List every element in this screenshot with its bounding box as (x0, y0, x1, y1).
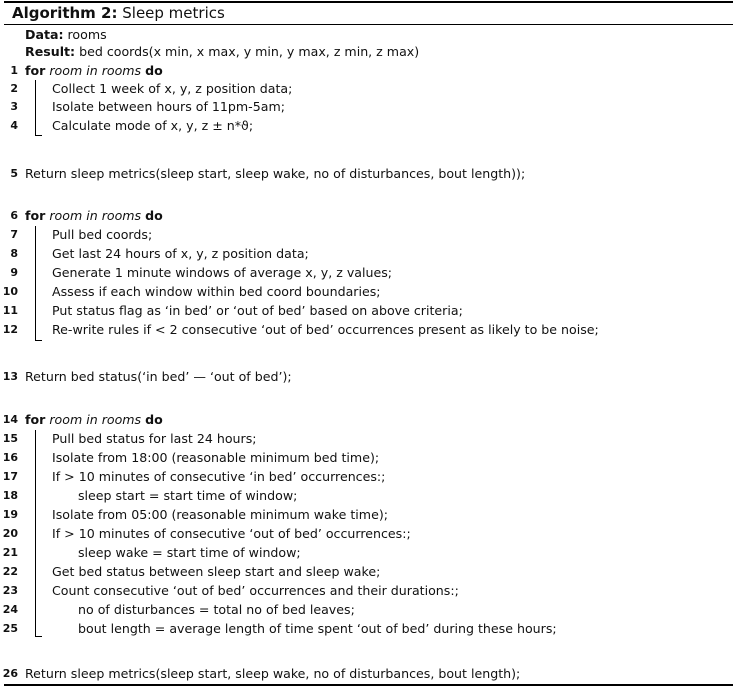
block-bracket-end-3 (35, 636, 42, 637)
line-text (25, 165, 525, 183)
loop-variable: room in rooms (49, 208, 142, 223)
line-text (52, 80, 292, 98)
algorithm-line-5 (0, 165, 735, 183)
algorithm-line-1 (0, 62, 735, 80)
line-number: 8 (10, 247, 18, 260)
line-text (52, 302, 463, 320)
algorithm-line-15 (0, 430, 735, 448)
statement-text: Pull bed status for last 24 hours; (52, 431, 257, 446)
statement-text: Collect 1 week of x, y, z position data; (52, 81, 293, 96)
line-text (52, 449, 379, 467)
algorithm-line-14 (0, 411, 735, 429)
line-number: 4 (10, 119, 18, 132)
line-number: 13 (2, 370, 18, 383)
statement-text: bout length = average length of time spent ‘out of bed’ during these hours; (78, 621, 557, 636)
statement-text: Put status flag as ‘in bed’ or ‘out of bed’ based on above criteria; (52, 303, 463, 318)
line-text (78, 487, 297, 505)
line-number: 2 (10, 82, 18, 95)
algorithm-line-18 (0, 487, 735, 505)
line-number: 14 (2, 413, 18, 426)
line-number: 10 (2, 285, 18, 298)
line-number: 24 (2, 603, 18, 616)
statement-text: Generate 1 minute windows of average x, y, z values; (52, 265, 393, 280)
line-text (52, 117, 253, 135)
line-number: 18 (2, 489, 18, 502)
statement-text: Isolate from 18:00 (reasonable minimum bed time); (52, 450, 380, 465)
line-number: 6 (10, 209, 18, 222)
data-value: rooms (67, 27, 107, 42)
algorithm-line-9 (0, 264, 735, 282)
line-number: 9 (10, 266, 18, 279)
statement-text: Return bed status(‘in bed’ — ‘out of bed’); (25, 369, 292, 384)
algorithm-line-25 (0, 620, 735, 638)
block-bracket-2 (35, 226, 36, 340)
block-bracket-end-1 (35, 135, 42, 136)
line-text (52, 264, 392, 282)
algorithm-line-11 (0, 302, 735, 320)
statement-text: sleep wake = start time of window; (78, 545, 301, 560)
statement-text: Re-write rules if < 2 consecutive ‘out of bed’ occurrences present as likely to be noise; (52, 322, 599, 337)
line-text (52, 283, 381, 301)
statement-text: Return sleep metrics(sleep start, sleep wake, no of disturbances, bout length); (25, 666, 521, 681)
algorithm-line-19 (0, 506, 735, 524)
statement-text: Isolate between hours of 11pm-5am; (52, 99, 285, 114)
statement-text: sleep start = start time of window; (78, 488, 298, 503)
data-line (25, 26, 107, 44)
result-value: bed coords(x min, x max, y min, y max, z min, z max) (79, 44, 420, 59)
statement-text: no of disturbances = total no of bed leaves; (78, 602, 355, 617)
keyword: do (145, 63, 163, 78)
line-text (52, 321, 599, 339)
statement-text: Calculate mode of x, y, z ± n*ϑ; (52, 118, 254, 133)
algorithm-line-3 (0, 98, 735, 116)
statement-text: If > 10 minutes of consecutive ‘out of bed’ occurrences:; (52, 526, 411, 541)
keyword: do (145, 208, 163, 223)
result-label: Result: (25, 44, 76, 59)
statement-text: Return sleep metrics(sleep start, sleep wake, no of disturbances, bout length)); (25, 166, 526, 181)
algorithm-caption (12, 3, 225, 23)
line-number: 5 (10, 167, 18, 180)
line-number: 21 (2, 546, 18, 559)
algorithm-label: Algorithm 2: (12, 4, 118, 22)
algorithm-line-16 (0, 449, 735, 467)
result-line (25, 43, 419, 61)
line-text (78, 601, 355, 619)
algorithm-line-10 (0, 283, 735, 301)
keyword: do (145, 412, 163, 427)
line-text (52, 468, 385, 486)
statement-text: Count consecutive ‘out of bed’ occurrences and their durations:; (52, 583, 459, 598)
line-number: 25 (2, 622, 18, 635)
algorithm-line-4 (0, 117, 735, 135)
line-number: 17 (2, 470, 18, 483)
algorithm-line-6 (0, 207, 735, 225)
algorithm-line-21 (0, 544, 735, 562)
algorithm-line-8 (0, 245, 735, 263)
line-text (78, 620, 557, 638)
line-number: 23 (2, 584, 18, 597)
algorithm-line-13 (0, 368, 735, 386)
caption-rule (4, 24, 733, 25)
line-text (52, 430, 257, 448)
line-number: 1 (10, 64, 18, 77)
statement-text: If > 10 minutes of consecutive ‘in bed’ occurrences:; (52, 469, 386, 484)
line-number: 19 (2, 508, 18, 521)
data-label: Data: (25, 27, 64, 42)
algorithm-line-12 (0, 321, 735, 339)
line-text (25, 665, 520, 683)
line-number: 3 (10, 100, 18, 113)
line-text (52, 582, 459, 600)
statement-text: Pull bed coords; (52, 227, 153, 242)
loop-variable: room in rooms (49, 63, 142, 78)
line-number: 20 (2, 527, 18, 540)
line-text (25, 207, 163, 225)
block-bracket-end-2 (35, 340, 42, 341)
line-number: 7 (10, 228, 18, 241)
line-text (52, 226, 152, 244)
line-text (52, 506, 388, 524)
line-text (78, 544, 301, 562)
line-number: 15 (2, 432, 18, 445)
algorithm-line-24 (0, 601, 735, 619)
line-text (52, 245, 309, 263)
algorithm-line-7 (0, 226, 735, 244)
line-number: 26 (2, 667, 18, 680)
line-text (52, 98, 285, 116)
block-bracket-1 (35, 80, 36, 135)
loop-variable: room in rooms (49, 412, 142, 427)
line-number: 12 (2, 323, 18, 336)
line-number: 16 (2, 451, 18, 464)
algorithm-line-17 (0, 468, 735, 486)
line-text (52, 525, 411, 543)
line-text (25, 368, 292, 386)
algorithm-title: Sleep metrics (122, 4, 225, 22)
statement-text: Get last 24 hours of x, y, z position data; (52, 246, 309, 261)
algorithm-line-2 (0, 80, 735, 98)
line-text (52, 563, 380, 581)
statement-text: Assess if each window within bed coord boundaries; (52, 284, 381, 299)
line-number: 11 (2, 304, 18, 317)
algorithm-line-22 (0, 563, 735, 581)
line-text (25, 62, 163, 80)
algorithm-line-26 (0, 665, 735, 683)
keyword: for (25, 412, 46, 427)
block-bracket-3 (35, 430, 36, 636)
line-text (25, 411, 163, 429)
keyword: for (25, 63, 46, 78)
statement-text: Get bed status between sleep start and sleep wake; (52, 564, 381, 579)
bottom-rule (4, 684, 733, 686)
keyword: for (25, 208, 46, 223)
line-number: 22 (2, 565, 18, 578)
algorithm-line-23 (0, 582, 735, 600)
statement-text: Isolate from 05:00 (reasonable minimum wake time); (52, 507, 388, 522)
algorithm-line-20 (0, 525, 735, 543)
